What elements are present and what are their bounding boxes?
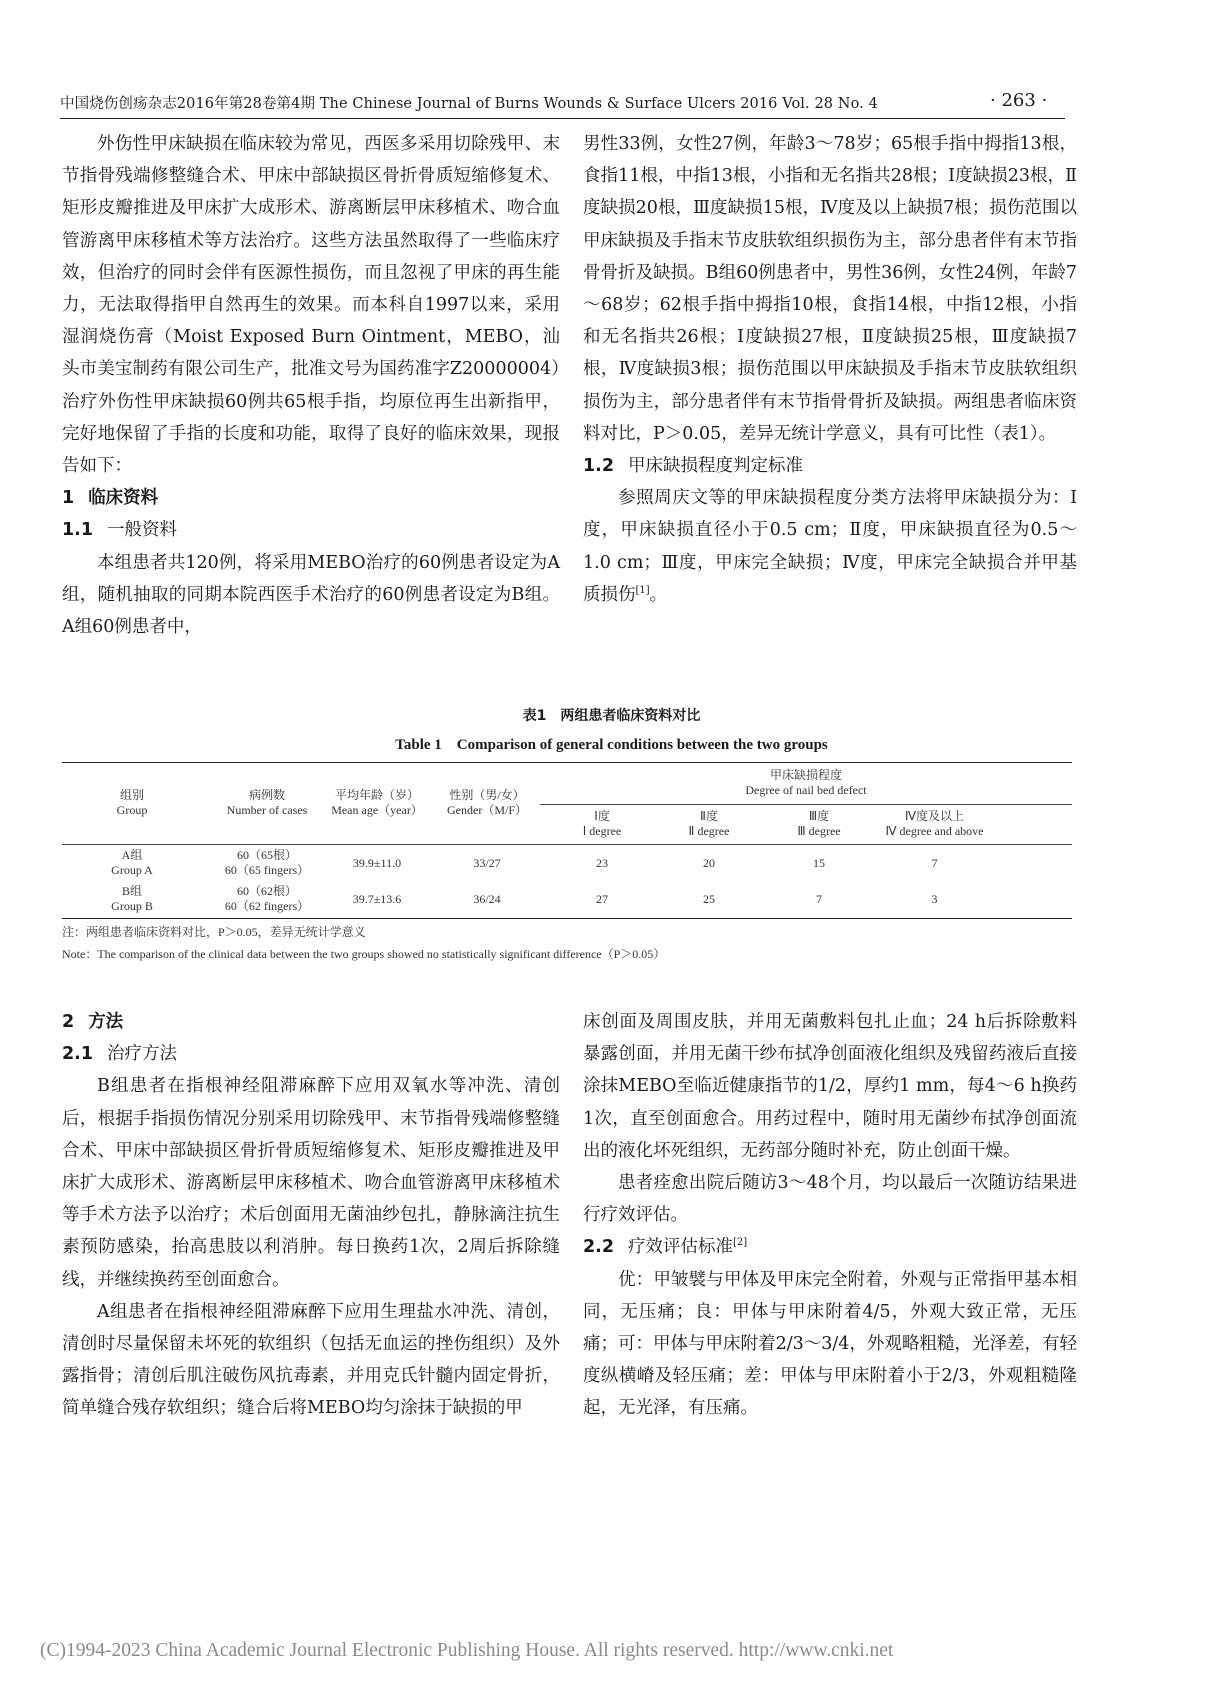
table-row-b-d1: 27 — [596, 892, 608, 906]
table-row-b-d2: 25 — [703, 892, 715, 906]
header-age-zh: 平均年龄（岁） — [334, 788, 419, 802]
table-caption-zh: 表1 两组患者临床资料对比 — [522, 708, 701, 724]
table-note-zh: 注：两组患者临床资料对比，P＞0.05，差异无统计学意义 — [62, 925, 366, 939]
group-zh: A组 — [121, 848, 143, 862]
cases-zh: 60（65根） — [236, 848, 297, 862]
header-cases-en: Number of cases — [226, 803, 308, 817]
section-2-2-heading — [583, 1231, 1077, 1263]
section-2-1-heading — [62, 1038, 560, 1070]
header-rule — [60, 118, 1065, 119]
group-b-treatment-paragraph: B组患者在指根神经阻滞麻醉下应用双氧水等冲洗、清创后，根据手指损伤情况分别采用切除残甲、末节指骨残端修整缝合术、甲床中部缺损区骨折骨质短缩修复术、矩形皮瓣推进及甲床扩大成形术、游离断层甲床移植术、吻合血管游离甲床移植术等手术方法予以治疗；术后创面用无菌油纱包扎，静脉滴注抗生素预防感染，抬高患肢以利消肿。每日换药1次，2周后拆除缝线，并继续换药至创面愈合。 — [62, 1076, 560, 1290]
group-zh: B组 — [121, 884, 142, 898]
table-row-b-age: 39.7±13.6 — [352, 892, 402, 906]
section-number: 1.2 — [583, 456, 615, 477]
header-age-en: Mean age（year） — [331, 803, 423, 817]
right-column-top — [583, 128, 1077, 611]
patient-data-paragraph: 男性33例，女性27例，年龄3～78岁；65根手指中拇指13根，食指11根，中指13根，小指和无名指共28根；Ⅰ度缺损23根，Ⅱ度缺损20根，Ⅲ度缺损15根，Ⅳ度及以上缺损7根；损伤范围以甲床缺损及手指末节皮肤软组织损伤为主，部分患者伴有末节指骨骨折及缺损。B组60例患者中，男性36例，女性24例，年龄7～68岁；62根手指中拇指10根，食指14根，中指12根，小指和无名指共26根；Ⅰ度缺损27根，Ⅱ度缺损25根，Ⅲ度缺损7根，Ⅳ度缺损3根；损伤范围以甲床缺损及手指末节皮肤软组织损伤为主，部分患者伴有末节指骨骨折及缺损。两组患者临床资料对比，P＞0.05，差异无统计学意义，具有可比性（表1）。 — [583, 134, 1077, 444]
section-number: 2.1 — [62, 1044, 94, 1065]
header-gender-zh: 性别（男/女） — [449, 788, 525, 802]
general-data-paragraph: 本组患者共120例，将采用MEBO治疗的60例患者设定为A组，随机抽取的同期本院西医手术治疗的60例患者设定为B组。A组60例患者中， — [62, 552, 560, 638]
section-number: 2 — [62, 1012, 75, 1032]
table-row-a-age: 39.9±11.0 — [352, 856, 402, 870]
group-a-treatment-paragraph: A组患者在指根神经阻滞麻醉下应用生理盐水冲洗、清创，清创时尽量保留未坏死的软组织（包括无血运的挫伤组织）及外露指骨；清创后肌注破伤风抗毒素，并用克氏针髓内固定骨折，简单缝合残存软组织；缝合后将MEBO均匀涂抹于缺损的甲 — [62, 1301, 560, 1419]
table-row-a-gender: 33/27 — [473, 856, 501, 870]
cases-zh: 60（62根） — [236, 884, 297, 898]
degree-4-zh: Ⅳ度及以上 — [904, 809, 965, 823]
section-title: 疗效评估标准 — [628, 1237, 734, 1258]
header-gender-en: Gender（M/F） — [447, 803, 527, 817]
section-number: 2.2 — [583, 1237, 615, 1258]
evaluation-criteria-paragraph: 优：甲皱襞与甲体及甲床完全附着，外观与正常指甲基本相同，无压痛；良：甲体与甲床附着4/5，外观大致正常，无压痛；可：甲体与甲床附着2/3～3/4，外观略粗糙，光泽差，有轻度纵横嵴及轻压痛；差：甲体与甲床附着小于2/3，外观粗糙隆起，无光泽，有压痛。 — [583, 1269, 1077, 1419]
table-bottom-rule — [62, 918, 1072, 919]
header-degree-1 — [552, 809, 652, 839]
classification-end: 。 — [649, 584, 668, 605]
degree-2-zh: Ⅱ度 — [700, 809, 718, 823]
table-header-rule — [62, 844, 1072, 845]
table-row-a-d2: 20 — [703, 856, 715, 870]
table-row-a-d4: 7 — [931, 856, 938, 870]
citation-ref: [1] — [635, 585, 650, 597]
section-1-2-heading — [583, 450, 1077, 482]
header-degree-2 — [659, 809, 759, 839]
intro-paragraph: 外伤性甲床缺损在临床较为常见，西医多采用切除残甲、末节指骨残端修整缝合术、甲床中部缺损区骨折骨质短缩修复术、矩形皮瓣推进及甲床扩大成形术、游离断层甲床移植术、吻合血管游离甲床移植术等方法治疗。这些方法虽然取得了一些临床疗效，但治疗的同时会伴有医源性损伤，而且忽视了甲床的再生能力，无法取得指甲自然再生的效果。而本科自1997以来，采用湿润烧伤膏（Moist Exposed Burn Ointment，MEBO，汕头市美宝制药有限公司生产，批准文号为国药准字Z20000004）治疗外伤性甲床缺损60例共65根手指，均原位再生出新指甲，完好地保留了手指的长度和功能，取得了良好的临床效果，现报告如下： — [62, 134, 560, 477]
left-column-top — [62, 128, 560, 643]
section-title: 治疗方法 — [107, 1044, 178, 1065]
table-note-en: Note：The comparison of the clinical data between the two groups showed no statistically significant difference（P＞0.05） — [62, 947, 666, 961]
header-degree-3 — [769, 809, 869, 839]
section-title: 一般资料 — [107, 520, 178, 541]
section-1-heading — [62, 482, 560, 514]
degree-2-en: Ⅱ degree — [688, 824, 730, 838]
header-group-zh: 组别 — [119, 788, 144, 802]
header-gender — [417, 788, 557, 818]
header-degree — [540, 768, 1072, 798]
header-degree-en: Degree of nail bed defect — [745, 783, 867, 797]
table-row-b-d4: 3 — [931, 892, 938, 906]
section-1-1-heading — [62, 514, 560, 546]
section-number: 1 — [62, 488, 75, 509]
left-column-bottom — [62, 1006, 560, 1425]
group-en: Group B — [111, 899, 153, 913]
table-row-a-d1: 23 — [596, 856, 608, 870]
header-degree-4 — [862, 809, 1007, 839]
mebo-procedure-paragraph: 床创面及周围皮肤，并用无菌敷料包扎止血；24 h后拆除敷料暴露创面，并用无菌干纱布拭净创面液化组织及残留药液后直接涂抹MEBO至临近健康指节的1/2，厚约1 mm，每4～6 h换药1次，直至创面愈合。用药过程中，随时用无菌纱布拭净创面流出的液化坏死组织，无药部分随时补充，防止创面干燥。 — [583, 1012, 1077, 1161]
table-subheader-rule — [540, 804, 1072, 805]
follow-up-paragraph: 患者痊愈出院后随访3～48个月，均以最后一次随访结果进行疗效评估。 — [583, 1173, 1077, 1226]
section-2-heading — [62, 1006, 560, 1038]
header-cases-zh: 病例数 — [248, 788, 285, 802]
table-row-a-d3: 15 — [813, 856, 825, 870]
header-group-en: Group — [116, 803, 148, 817]
running-header: 中国烧伤创疡杂志2016年第28卷第4期 The Chinese Journal of Burns Wounds & Surface Ulcers 2016 Vol. 28 No. 4 — [60, 96, 878, 112]
degree-4-en: Ⅳ degree and above — [885, 824, 984, 838]
section-title: 临床资料 — [88, 488, 159, 509]
table-row-b-d3: 7 — [816, 892, 822, 906]
header-group — [62, 788, 202, 818]
degree-3-zh: Ⅲ度 — [808, 809, 830, 823]
right-column-bottom — [583, 1006, 1077, 1425]
table-caption-en: Table 1 Comparison of general conditions between the two groups — [395, 737, 828, 753]
table-top-rule — [62, 762, 1072, 763]
table-row-b-group — [62, 884, 202, 914]
group-en: Group A — [111, 863, 153, 877]
section-number: 1.1 — [62, 520, 94, 541]
degree-1-en: Ⅰ degree — [582, 824, 622, 838]
table-row-b-gender: 36/24 — [473, 892, 501, 906]
section-title: 方法 — [88, 1012, 124, 1032]
cases-en: 60（62 fingers） — [224, 899, 310, 913]
page-number: · 263 · — [990, 90, 1048, 111]
degree-1-zh: Ⅰ度 — [594, 809, 610, 823]
classification-paragraph — [583, 482, 1077, 611]
table-row-a-group — [62, 848, 202, 878]
header-degree-zh: 甲床缺损程度 — [769, 768, 842, 782]
copyright-footer: (C)1994-2023 China Academic Journal Electronic Publishing House. All rights reserved. http://www.cnki.net — [40, 1640, 894, 1661]
citation-ref: [2] — [733, 1237, 748, 1249]
classification-text: 参照周庆文等的甲床缺损程度分类方法将甲床缺损分为：Ⅰ度，甲床缺损直径小于0.5 cm；Ⅱ度，甲床缺损直径为0.5～1.0 cm；Ⅲ度，甲床完全缺损；Ⅳ度，甲床完全缺损合并甲基质损伤 — [583, 488, 1077, 605]
section-title: 甲床缺损程度判定标准 — [628, 456, 804, 477]
degree-3-en: Ⅲ degree — [797, 824, 841, 838]
cases-en: 60（65 fingers） — [224, 863, 310, 877]
